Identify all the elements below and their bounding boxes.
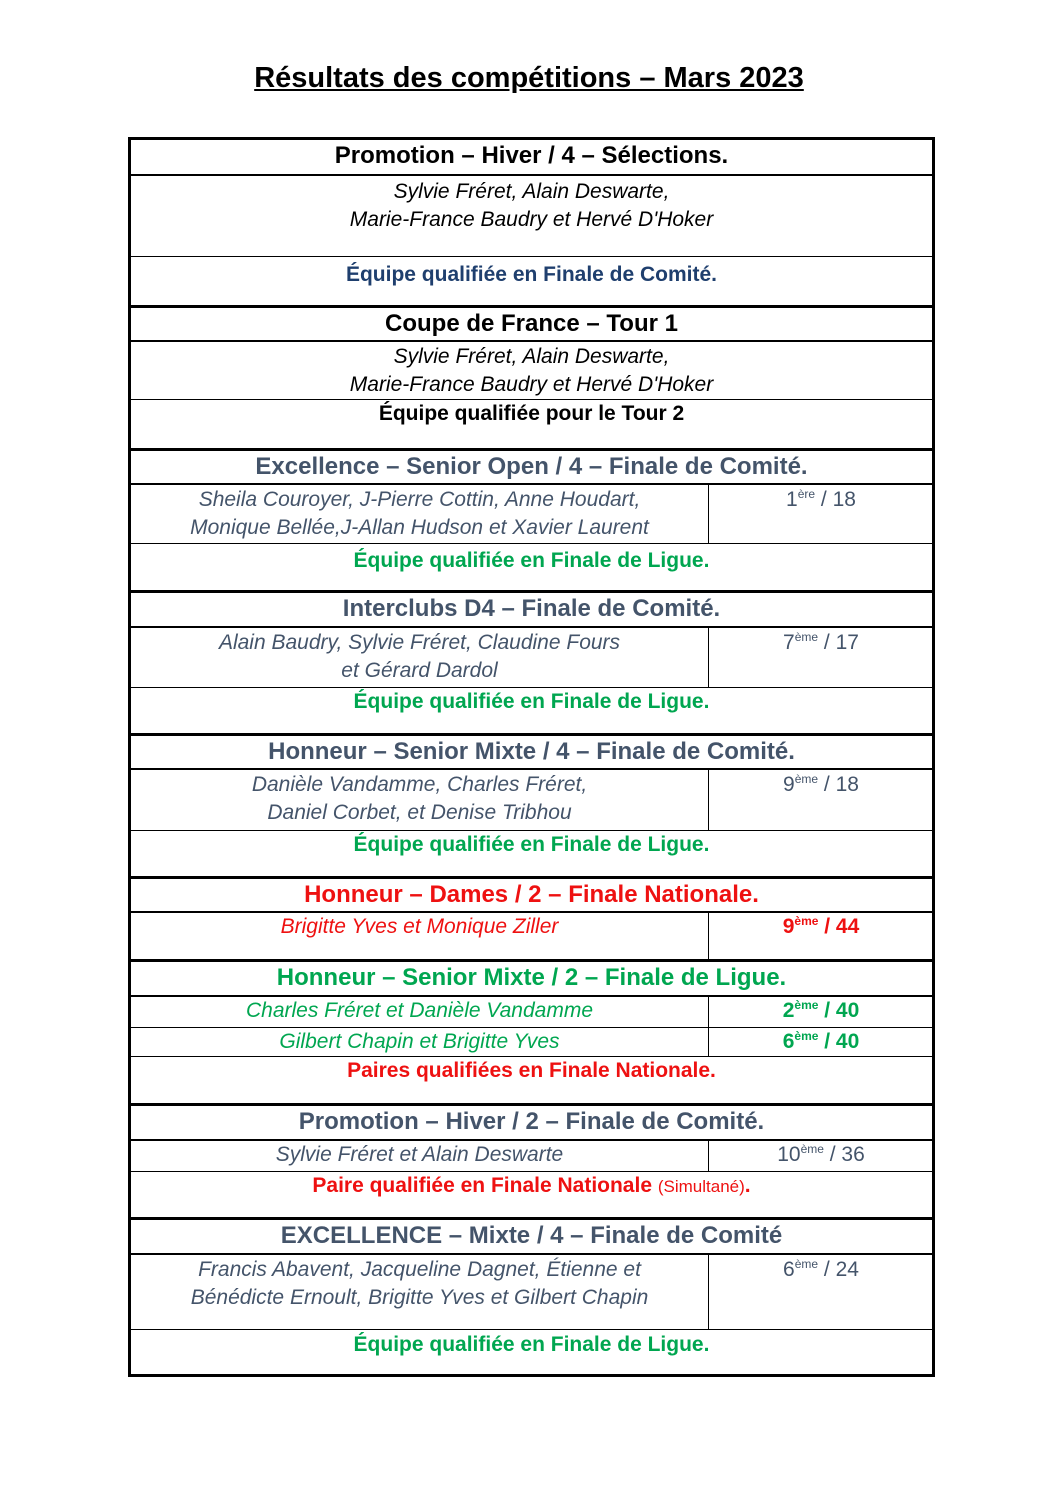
rank-cell: 2ème / 40	[708, 997, 933, 1027]
pair-result-row	[131, 997, 932, 1027]
team-names-line: Sylvie Fréret, Alain Deswarte,	[393, 345, 670, 368]
team-result-row	[131, 485, 932, 543]
team-names-line: Brigitte Yves et Monique Ziller	[280, 915, 559, 938]
pair-names: Gilbert Chapin et Brigitte Yves	[279, 1030, 560, 1053]
team-result-row	[131, 628, 932, 687]
section-heading: Coupe de France – Tour 1	[131, 305, 932, 342]
team-names-line: Sheila Couroyer, J-Pierre Cottin, Anne Houdart,	[198, 488, 641, 511]
rank-cell: 9ème / 18	[708, 770, 933, 831]
page-title: Résultats des compétitions – Mars 2023	[254, 62, 804, 94]
team-names-line: Daniel Corbet, et Denise Tribhou	[267, 801, 572, 824]
pair-names: Charles Fréret et Danièle Vandamme	[245, 999, 594, 1022]
team-names	[131, 342, 932, 399]
section-heading: Excellence – Senior Open / 4 – Finale de Comité.	[131, 448, 932, 485]
qualification-note: Équipe qualifiée en Finale de Ligue.	[131, 687, 932, 733]
section-heading: Promotion – Hiver / 2 – Finale de Comité.	[131, 1103, 932, 1141]
section-heading: Interclubs D4 – Finale de Comité.	[131, 590, 932, 628]
team-names-line: Monique Bellée,J-Allan Hudson et Xavier Laurent	[190, 516, 649, 539]
qualification-note: Équipe qualifiée en Finale de Ligue.	[131, 543, 932, 590]
qualification-note: Équipe qualifiée en Finale de Ligue.	[131, 1329, 932, 1374]
team-result-row	[131, 1141, 932, 1171]
section-heading: Promotion – Hiver / 4 – Sélections.	[131, 140, 932, 176]
team-names-line: et Gérard Dardol	[341, 659, 498, 682]
rank-cell: 6ème / 40	[708, 1028, 933, 1056]
rank-cell: 6ème / 24	[708, 1255, 933, 1330]
team-names-line: Sylvie Fréret et Alain Deswarte	[275, 1143, 564, 1166]
qualification-note: Équipe qualifiée pour le Tour 2	[131, 399, 932, 448]
team-names-line: Alain Baudry, Sylvie Fréret, Claudine Fours	[218, 631, 621, 654]
qualification-note: Équipe qualifiée en Finale de Comité.	[131, 256, 932, 305]
rank-cell: 9ème / 44	[708, 913, 933, 959]
team-names-line: Sylvie Fréret, Alain Deswarte,	[393, 180, 670, 203]
section-heading: EXCELLENCE – Mixte / 4 – Finale de Comité	[131, 1217, 932, 1255]
section-heading: Honneur – Senior Mixte / 2 – Finale de Ligue.	[131, 959, 932, 997]
qualification-note: Paire qualifiée en Finale Nationale (Simultané).	[131, 1171, 932, 1217]
qualification-note: Paires qualifiées en Finale Nationale.	[131, 1056, 932, 1103]
team-names-line: Danièle Vandamme, Charles Fréret,	[251, 773, 588, 796]
rank-cell: 7ème / 17	[708, 628, 933, 688]
rank-cell: 10ème / 36	[708, 1141, 933, 1171]
team-names	[131, 176, 932, 256]
rank-cell: 1ère / 18	[708, 485, 933, 544]
team-names-line: Bénédicte Ernoult, Brigitte Yves et Gilbert Chapin	[190, 1286, 649, 1309]
team-names-line: Francis Abavent, Jacqueline Dagnet, Étienne et	[198, 1258, 641, 1281]
team-names-line: Marie-France Baudry et Hervé D'Hoker	[349, 373, 714, 396]
team-result-row	[131, 770, 932, 830]
section-heading: Honneur – Senior Mixte / 4 – Finale de Comité.	[131, 733, 932, 770]
qualification-detail: (Simultané)	[657, 1177, 745, 1196]
pair-result-row	[131, 1027, 932, 1056]
qualification-note: Équipe qualifiée en Finale de Ligue.	[131, 830, 932, 876]
section-heading: Honneur – Dames / 2 – Finale Nationale.	[131, 876, 932, 913]
team-result-row	[131, 913, 932, 959]
team-result-row	[131, 1255, 932, 1329]
results-table	[128, 137, 935, 1377]
team-names-line: Marie-France Baudry et Hervé D'Hoker	[349, 208, 714, 231]
